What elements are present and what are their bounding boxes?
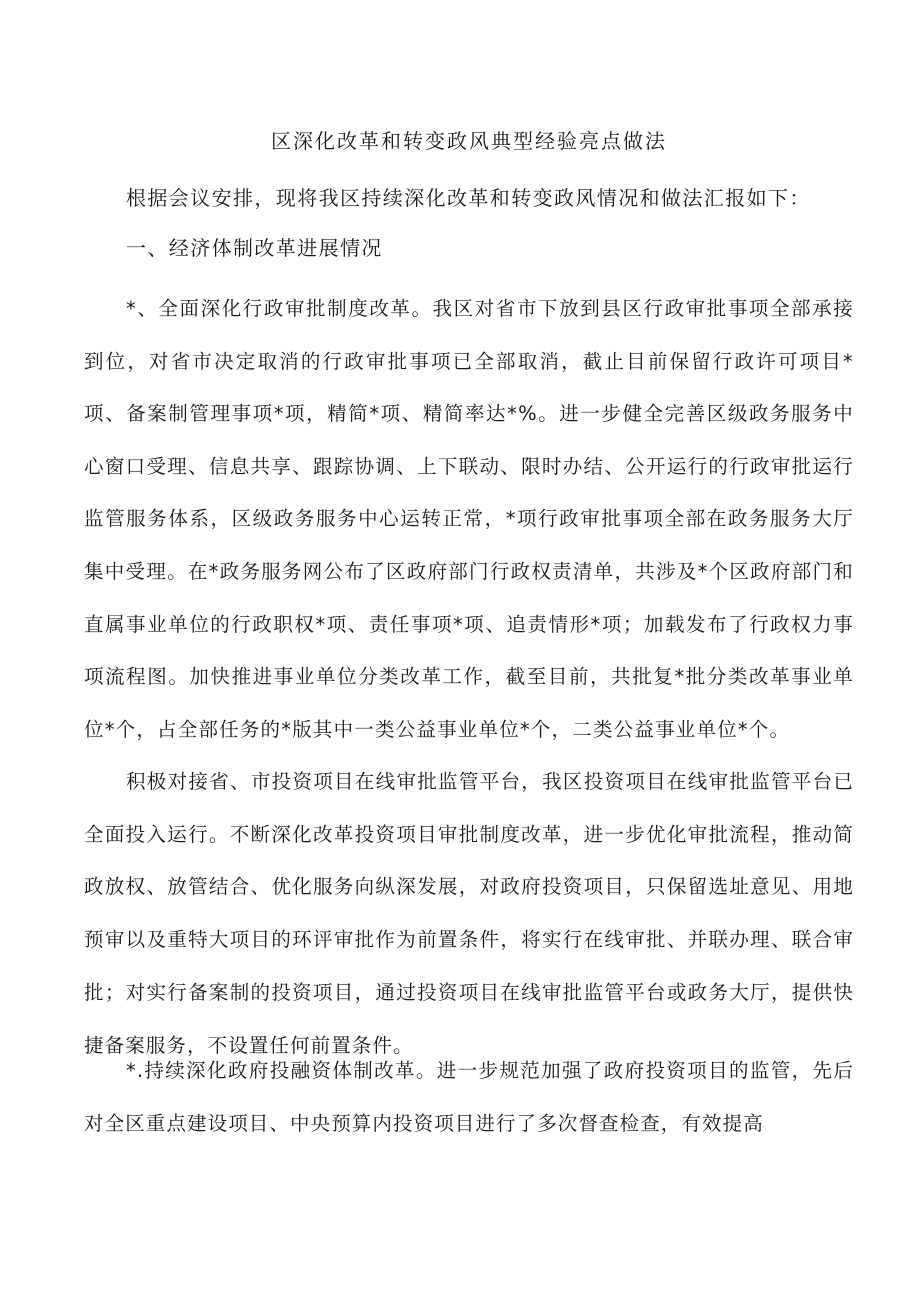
body-paragraph: *.持续深化政府投融资体制改革。进一步规范加强了政府投资项目的监管，先后对全区重点建设项目、中央预算内投资项目进行了多次督查检查，有效提高: [84, 1059, 854, 1135]
body-paragraph: *、全面深化行政审批制度改革。我区对省市下放到县区行政审批事项全部承接到位，对省市决定取消的行政审批事项已全部取消，截止目前保留行政许可项目*项、备案制管理事项*项，精简*项、精简率达*%。进一步健全完善区级政务服务中心窗口受理、信息共享、跟踪协调、上下联动、限时办结、公开运行的行政审批运行监管服务体系，区级政务服务中心运转正常，*项行政审批事项全部在政务服务大厅集中受理。在*政务服务网公布了区政府部门行政权责清单，共涉及*个区政府部门和直属事业单位的行政职权*项、责任事项*项、追责情形*项；加载发布了行政权力事项流程图。加快推进事业单位分类改革工作，截至目前，共批复*批分类改革事业单位*个，占全部任务的*版其中一类公益事业单位*个，二类公益事业单位*个。: [84, 297, 854, 741]
document-title: 区深化改革和转变政风典型经验亮点做法: [271, 129, 667, 153]
section-heading: 一、经济体制改革进展情况: [126, 236, 383, 260]
intro-paragraph: 根据会议安排，现将我区持续深化改革和转变政风情况和做法汇报如下：: [126, 186, 811, 210]
body-paragraph: 积极对接省、市投资项目在线审批监管平台，我区投资项目在线审批监管平台已全面投入运行。不断深化改革投资项目审批制度改革，进一步优化审批流程，推动简政放权、放管结合、优化服务向纵深发展，对政府投资项目，只保留选址意见、用地预审以及重特大项目的环评审批作为前置条件，将实行在线审批、并联办理、联合审批；对实行备案制的投资项目，通过投资项目在线审批监管平台或政务大厅，提供快捷备案服务，不设置任何前置条件。: [84, 770, 854, 1057]
